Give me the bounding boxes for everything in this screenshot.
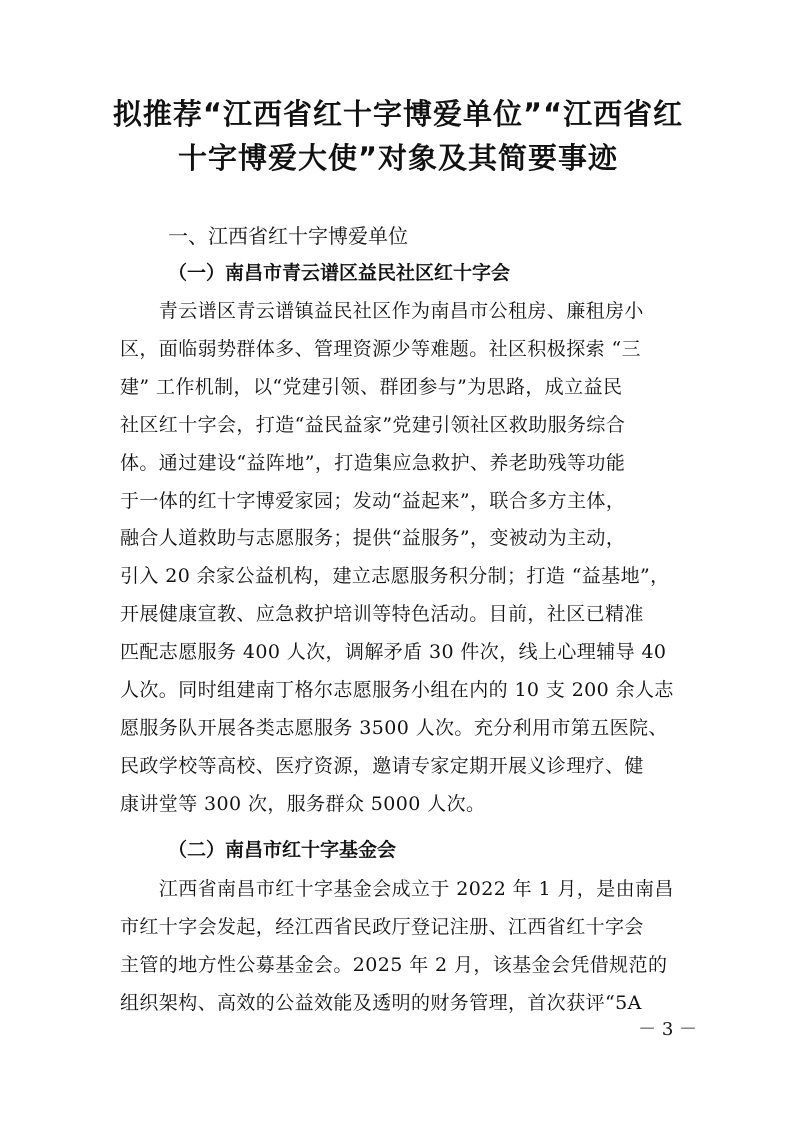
- title-line-2: 十字博爱大使”对象及其简要事迹: [177, 141, 619, 175]
- text-line: 引入 20 余家公益机构，建立志愿服务积分制；打造 “益基地”，: [120, 565, 670, 588]
- text-line: 匹配志愿服务 400 人次，调解矛盾 30 件次，线上心理辅导 40: [120, 641, 667, 664]
- text-line: 体。通过建设“益阵地”，打造集应急救护、养老助残等功能: [120, 451, 626, 474]
- text-line: 社区红十字会，打造“益民益家”党建引领社区救助服务综合: [120, 413, 626, 436]
- page-number: － 3 －: [638, 1019, 697, 1040]
- text-line: 主管的地方性公募基金会。2025 年 2 月，该基金会凭借规范的: [120, 953, 668, 976]
- text-line: 市红十字会发起，经江西省民政厅登记注册、江西省红十字会: [120, 915, 644, 938]
- text-line: 区，面临弱势群体多、管理资源少等难题。社区积极探索 “三: [120, 337, 641, 360]
- section-heading-1: 一、江西省红十字博爱单位: [168, 224, 408, 248]
- text-line: 建” 工作机制，以“党建引领、群团参与”为思路，成立益民: [120, 375, 623, 398]
- subsection-heading-2: （二）南昌市红十字基金会: [168, 839, 397, 861]
- text-line: 青云谱区青云谱镇益民社区作为南昌市公租房、廉租房小: [120, 300, 644, 322]
- text-line: 愿服务队开展各类志愿服务 3500 人次。充分利用市第五医院、: [120, 716, 668, 739]
- text-line: 民政学校等高校、医疗资源，邀请专家定期开展义诊理疗、健: [120, 754, 644, 777]
- text-line: 组织架构、高效的公益效能及透明的财务管理，首次获评“5A: [120, 991, 642, 1014]
- text-line: 人次。同时组建南丁格尔志愿服务小组在内的 10 支 200 余人志: [120, 679, 674, 702]
- text-line: 康讲堂等 300 次，服务群众 5000 人次。: [120, 792, 486, 815]
- subsection-heading-1: （一）南昌市青云谱区益民社区红十字会: [168, 262, 511, 284]
- text-line: 于一体的红十字博爱家园；发动“益起来”，联合多方主体，: [120, 489, 626, 512]
- paragraph-yimin-community: [120, 293, 700, 824]
- text-line: 开展健康宣教、应急救护培训等特色活动。目前，社区已精准: [120, 603, 644, 626]
- text-line: 江西省南昌市红十字基金会成立于 2022 年 1 月，是由南昌: [120, 878, 674, 900]
- document-title: [96, 92, 700, 180]
- text-line: 融合人道救助与志愿服务；提供“益服务”，变被动为主动，: [120, 527, 626, 550]
- title-line-1: 拟推荐“江西省红十字博爱单位”“江西省红: [112, 97, 684, 131]
- paragraph-nanchang-foundation: [120, 871, 700, 1023]
